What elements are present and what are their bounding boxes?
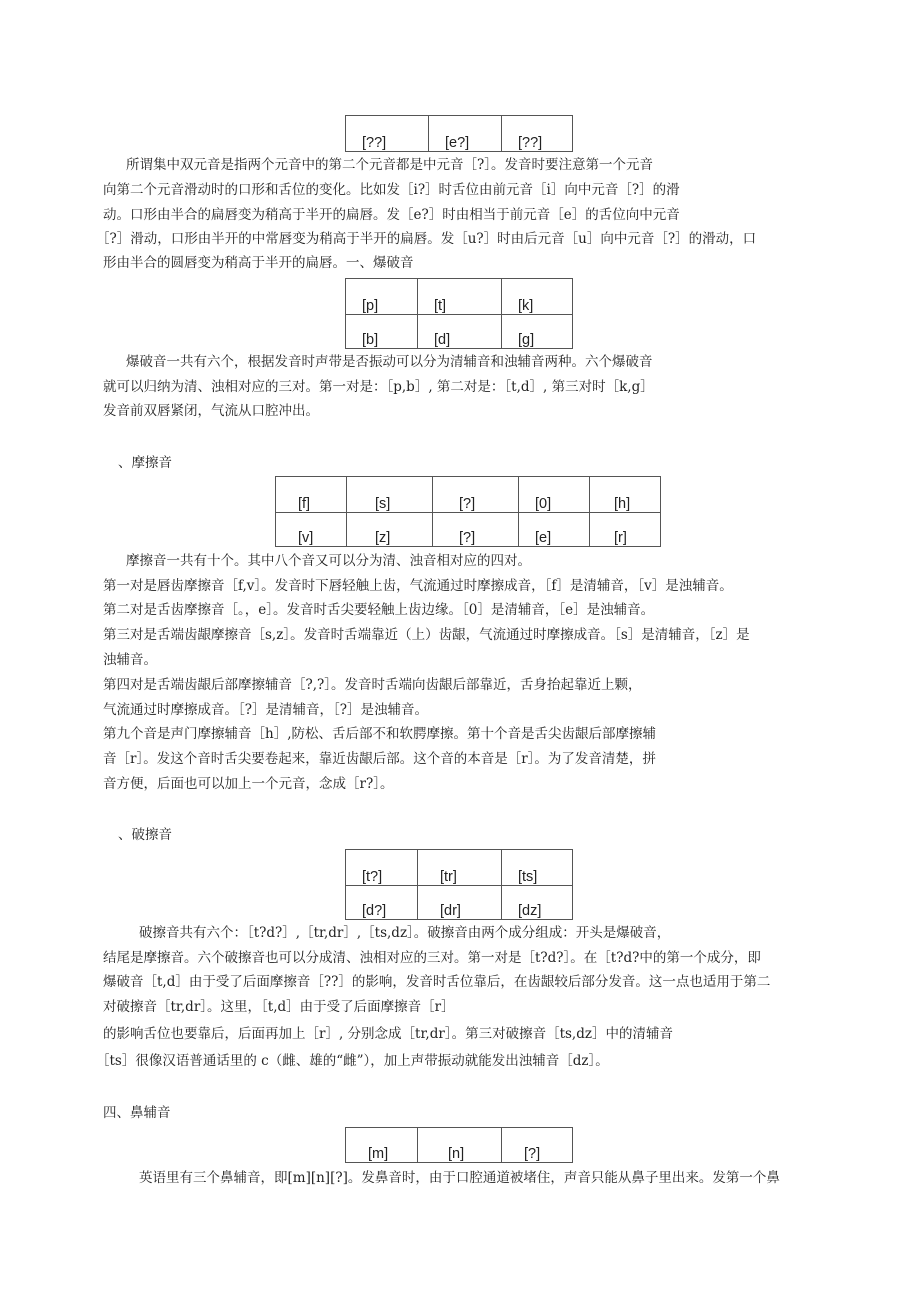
paragraph-line: 对破擦音［tr,dr］。这里，［t,d］由于受了后面摩擦音［r］ [103,999,455,1015]
table-cell: [e?] [429,116,502,152]
table-row [346,116,573,152]
table-cell: [d] [418,315,502,349]
table-cell: [0] [519,477,590,513]
table-cell: [k] [502,279,573,315]
table-cell: [s] [347,477,433,513]
paragraph-line: 向第二个元音滑动时的口形和舌位的变化。比如发［i?］时舌位由前元音［i］向中元音［?］的滑 [103,182,680,198]
table-row [346,279,573,315]
table-cell: [??] [502,116,573,152]
paragraph-line: 的影响舌位也要靠后，后面再加上［r］, 分别念成［tr,dr］。第三对破擦音［ts,dz］中的清辅音 [103,1026,673,1042]
table-row [346,886,573,920]
paragraph-line: 浊辅音。 [103,652,157,668]
table-cell: [d?] [346,886,418,920]
table-cell: [t] [418,279,502,315]
table-cell: [b] [346,315,418,349]
table-cell: [?] [502,1128,573,1163]
table-cell: [t?] [346,850,418,886]
nasal-table [345,1127,573,1163]
table-cell: [e] [519,513,590,547]
paragraph-line: 音方便，后面也可以加上一个元音，念成［r?］。 [103,776,394,792]
table-row [346,315,573,349]
paragraph-line: 就可以归纳为清、浊相对应的三对。第一对是：［p,b］, 第二对是：［t,d］, 第三对时［k,g］ [103,379,654,395]
paragraph-line: ［ts］很像汉语普通话里的 c（雌、雄的“雌”），加上声带振动就能发出浊辅音［dz］。 [96,1053,609,1069]
table-row [346,1128,573,1163]
table-cell: [p] [346,279,418,315]
table-cell: [ts] [502,850,573,886]
table-cell: [h] [590,477,661,513]
paragraph-line: 摩擦音一共有十个。其中八个音又可以分为清、浊音相对应的四对。 [126,553,531,569]
paragraph-line: 第一对是唇齿摩擦音［f,v］。发音时下唇轻触上齿，气流通过时摩擦成音，［f］是清辅音，［v］是浊辅音。 [103,578,733,594]
paragraph-line: 动。口形由半合的扁唇变为稍高于半开的扁唇。发［e?］时由相当于前元音［e］的舌位向中元音 [103,207,680,223]
paragraph-line: 爆破音一共有六个，根据发音时声带是否振动可以分为清辅音和浊辅音两种。六个爆破音 [126,354,653,370]
table-cell: [?] [433,477,519,513]
paragraph-line: 破擦音共有六个：［t?d?］,［tr,dr］,［ts,dz］。破擦音由两个成分组成：开头是爆破音， [139,925,671,941]
table-cell: [?] [433,513,519,547]
paragraph-line: 第四对是舌端齿龈后部摩擦辅音［?,?］。发音时舌端向齿龈后部靠近，舌身抬起靠近上颗， [103,677,642,693]
paragraph-line: 第三对是舌端齿龈摩擦音［s,z］。发音时舌端靠近（上）齿龈，气流通过时摩擦成音。［s］是清辅音，［z］是 [103,627,750,643]
paragraph-line: 第九个音是声门摩擦辅音［h］,防松、舌后部不和软腭摩擦。第十个音是舌尖齿龈后部摩擦辅 [103,726,656,742]
section-heading: 、破擦音 [118,827,172,843]
paragraph-line: 发音前双唇紧闭，气流从口腔冲出。 [103,403,319,419]
affricate-table [345,849,573,920]
paragraph-line: 音［r］。发这个音时舌尖要卷起来，靠近齿龈后部。这个音的本音是［r］。为了发音清楚，拼 [103,751,656,767]
table-cell: [??] [346,116,429,152]
paragraph-line: 所谓集中双元音是指两个元音中的第二个元音都是中元音［?］。发音时要注意第一个元音 [126,157,653,173]
plosive-table [345,278,573,349]
table-cell: [r] [590,513,661,547]
section-heading: 四、鼻辅音 [103,1105,171,1121]
table-row [276,513,661,547]
table-cell: [dz] [502,886,573,920]
table-cell: [v] [276,513,347,547]
table-cell: [f] [276,477,347,513]
table-cell: [tr] [418,850,502,886]
paragraph-line: 第二对是舌齿摩擦音［。，e］。发音时舌尖要轻触上齿边缘。［0］是清辅音，［e］是浊辅音。 [103,602,655,618]
paragraph-line: 结尾是摩擦音。六个破擦音也可以分成清、浊相对应的三对。第一对是［t?d?］。在［t?d?中的第一个成分，即 [103,950,761,966]
table-cell: [g] [502,315,573,349]
table-row [346,850,573,886]
table-cell: [z] [347,513,433,547]
paragraph-line: 爆破音［t,d］由于受了后面摩擦音［??］的影响，发音时舌位靠后，在齿龈较后部分发音。这一点也适用于第二 [103,974,771,990]
table-row [276,477,661,513]
section-heading: 、摩擦音 [118,455,172,471]
paragraph-line: 形由半合的圆唇变为稍高于半开的扁唇。一、爆破音 [103,255,414,271]
table-cell: [m] [346,1128,418,1163]
table-cell: [n] [418,1128,502,1163]
paragraph-line: 气流通过时摩擦成音。［?］是清辅音，［?］是浊辅音。 [103,702,428,718]
paragraph-line: 英语里有三个鼻辅音，即[m][n][?]。发鼻音时，由于口腔通道被堵住，声音只能从鼻子里出来。发第一个鼻 [139,1170,780,1186]
paragraph-line: ［?］滑动，口形由半开的中常唇变为稍高于半开的扁唇。发［u?］时由后元音［u］向中元音［?］的滑动，口 [96,231,757,247]
fricative-table [275,476,661,547]
vowel-table [345,115,573,152]
table-cell: [dr] [418,886,502,920]
